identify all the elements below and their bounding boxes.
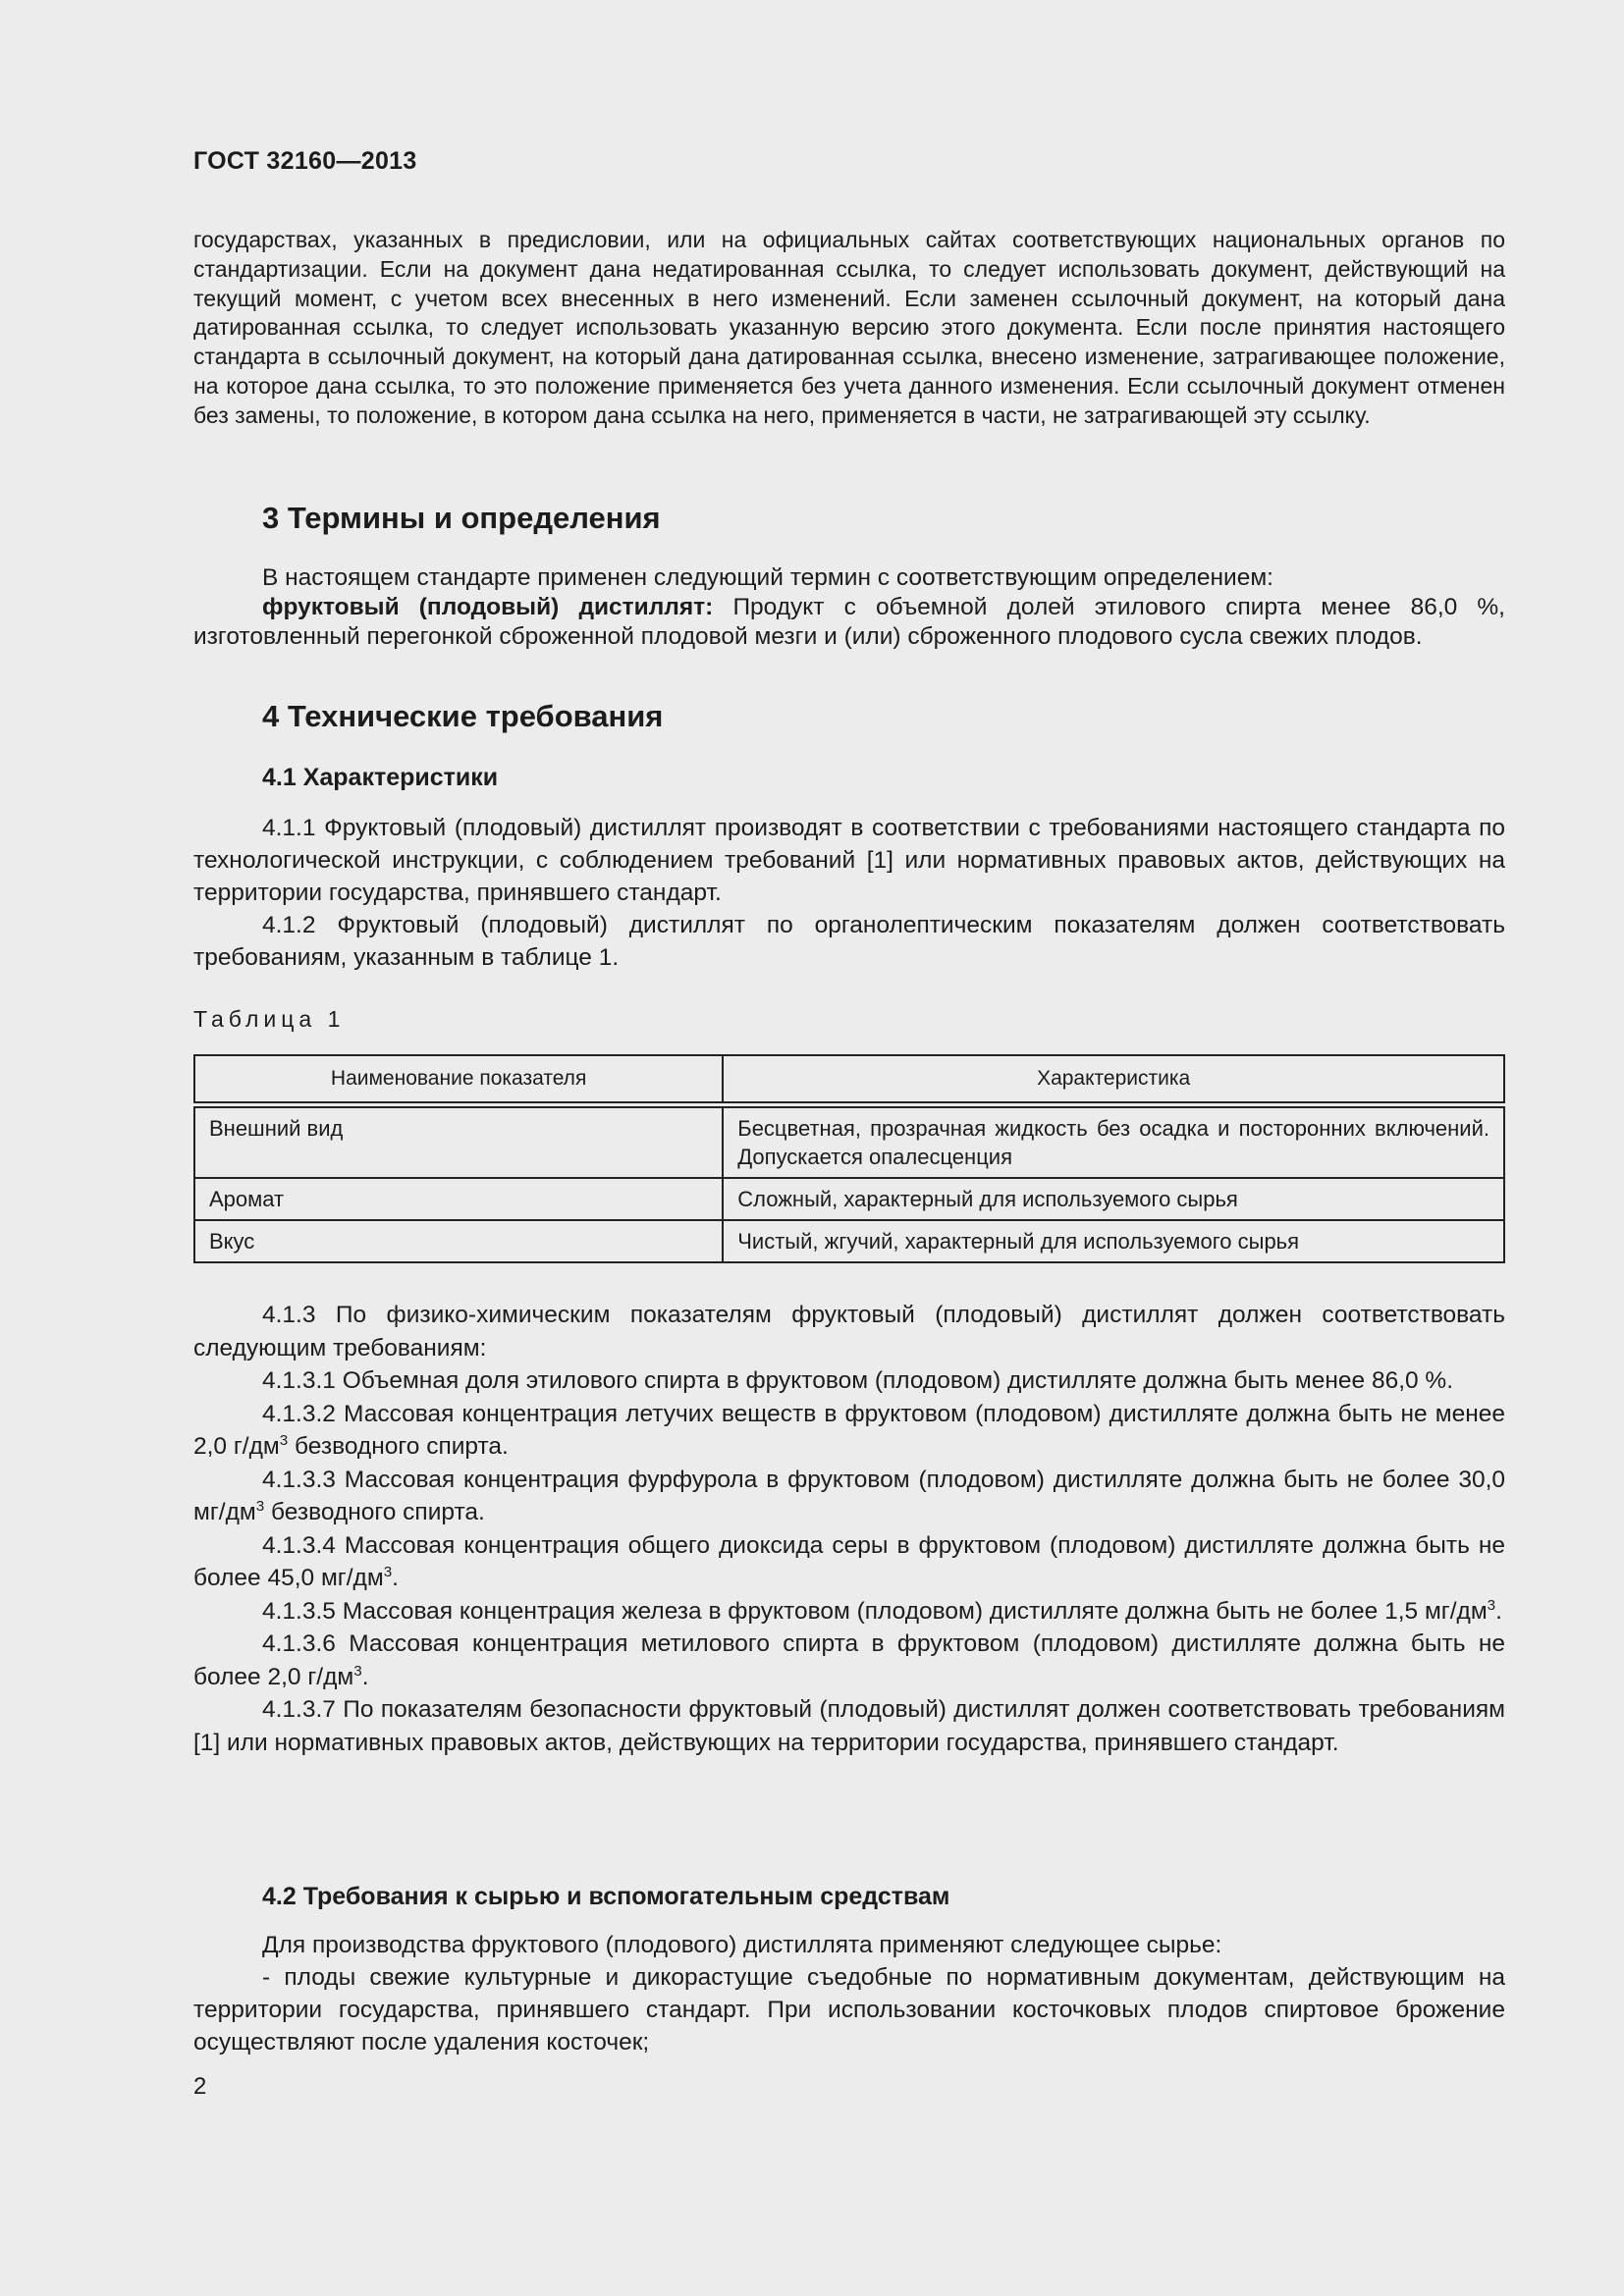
paragraphs-4-1-3 <box>193 1299 1505 1759</box>
paragraph-4-1-3: 4.1.3 По физико-химическим показателям фруктовый (плодовый) дистиллят должен соответствовать следующим требованиям: <box>193 1302 1505 1362</box>
subsection-4-1 <box>193 764 1505 792</box>
subsection-4-1-body <box>193 812 1505 974</box>
section-3-title: 3 Термины и определения <box>262 501 661 535</box>
term-text: Продукт с объемной долей этилового спирта менее 86,0 %, изготовленный перегонкой сброженной плодовой мезги и (или) сброженного плодового сусла свежих плодов. <box>193 594 1505 650</box>
text: 4.1.3.4 Массовая концентрация общего диоксида серы в фруктовом (плодовом) дистилляте должна быть не более 45,0 мг/дм <box>193 1531 1505 1591</box>
document-code: ГОСТ 32160—2013 <box>193 147 417 175</box>
table-cell: Сложный, характерный для используемого сырья <box>723 1178 1504 1220</box>
subsection-4-2-title: 4.2 Требования к сырью и вспомогательным средствам <box>262 1883 950 1910</box>
table-header-cell: Характеристика <box>723 1055 1504 1105</box>
paragraph-4-1-2: 4.1.2 Фруктовый (плодовый) дистиллят по органолептическим показателям должен соответствовать требованиям, указанным в таблице 1. <box>193 912 1505 971</box>
superscript: 3 <box>353 1662 362 1680</box>
superscript: 3 <box>1487 1596 1496 1614</box>
table-row <box>194 1220 1504 1262</box>
text: 4.1.3.5 Массовая концентрация железа в фруктовом (плодовом) дистилляте должна быть не более 1,5 мг/дм <box>262 1597 1488 1625</box>
text: безводного спирта. <box>288 1433 509 1460</box>
table-cell: Вкус <box>194 1220 723 1262</box>
table-cell: Аромат <box>194 1178 723 1220</box>
text: . <box>1495 1597 1502 1625</box>
intro-paragraph: государствах, указанных в предисловии, или на официальных сайтах соответствующих национальных органов по стандартизации. Если на документ дана недатированная ссылка, то следует использовать документ, действующий на текущий момент, с учетом всех внесенных в него изменений. Если заменен ссылочный документ, на который дана датированная ссылка, то следует использовать указанную версию этого документа. Если после принятия настоящего стандарта в ссылочный документ, на который дана датированная ссылка, внесено изменение, затрагивающее положение, на которое дана ссылка, то это положение применяется без учета данного изменения. Если ссылочный документ отменен без замены, то положение, в котором дана ссылка на него, применяется в части, не затрагивающей эту ссылку. <box>193 227 1505 428</box>
superscript: 3 <box>279 1431 289 1449</box>
paragraph-4-2-intro: Для производства фруктового (плодового) дистиллята применяют следующее сырье: <box>262 1932 1222 1958</box>
paragraph-4-1-3-2 <box>193 1398 1505 1464</box>
paragraph-4-1-3-1: 4.1.3.1 Объемная доля этилового спирта в фруктовом (плодовом) дистилляте должна быть менее 86,0 %. <box>262 1367 1454 1394</box>
superscript: 3 <box>255 1497 265 1515</box>
paragraph-4-1-3-5 <box>193 1595 1505 1629</box>
section-3 <box>193 501 1505 536</box>
section-3-intro: В настоящем стандарте применен следующий термин с соответствующим определением: <box>262 564 1273 591</box>
table-row <box>194 1105 1504 1179</box>
superscript: 3 <box>383 1563 393 1580</box>
table-cell: Внешний вид <box>194 1105 723 1179</box>
text: 4.1.3.3 Массовая концентрация фурфурола в фруктовом (плодовом) дистилляте должна быть не более 30,0 мг/дм <box>193 1466 1505 1525</box>
subsection-4-2 <box>193 1883 1505 1911</box>
paragraph-4-2-item-1: - плоды свежие культурные и дикорастущие съедобные по нормативным документам, действующим на территории государства, принявшего стандарт. При использовании косточковых плодов спиртовое брожение осуществляют после удаления косточек; <box>193 1964 1505 2056</box>
text: . <box>361 1663 369 1690</box>
table-cell: Бесцветная, прозрачная жидкость без осадка и посторонних включений. Допускается опалесценция <box>723 1105 1504 1179</box>
paragraph-4-1-3-4 <box>193 1529 1505 1595</box>
text: 4.1.3.6 Массовая концентрация метилового спирта в фруктовом (плодовом) дистилляте должна быть не более 2,0 г/дм <box>193 1630 1505 1690</box>
paragraph-4-1-3-3 <box>193 1464 1505 1529</box>
subsection-4-2-body <box>193 1929 1505 2058</box>
table-cell: Чистый, жгучий, характерный для используемого сырья <box>723 1220 1504 1262</box>
text: . <box>392 1565 399 1591</box>
paragraph-4-1-1: 4.1.1 Фруктовый (плодовый) дистиллят производят в соответствии с требованиями настоящего стандарта по технологической инструкции, с соблюдением требований [1] или нормативных правовых актов, действующих на территории государства, принявшего стандарт. <box>193 815 1505 906</box>
table-row <box>194 1178 1504 1220</box>
subsection-4-1-title: 4.1 Характеристики <box>262 764 499 791</box>
text: безводного спирта. <box>264 1499 485 1525</box>
table-caption: Таблица 1 <box>193 1006 346 1032</box>
section-4 <box>193 699 1505 734</box>
section-4-title: 4 Технические требования <box>262 699 664 733</box>
paragraph-4-1-3-7: 4.1.3.7 По показателям безопасности фруктовый (плодовый) дистиллят должен соответствовать требованиям [1] или нормативных правовых актов, действующих на территории государства, принявшего стандарт. <box>193 1696 1505 1756</box>
page-number: 2 <box>193 2073 207 2100</box>
section-3-body <box>193 563 1505 652</box>
table-header-cell: Наименование показателя <box>194 1055 723 1105</box>
term-definition <box>193 593 1505 652</box>
table-header-row <box>194 1055 1504 1105</box>
organoleptic-table <box>193 1054 1505 1263</box>
text: 4.1.3.2 Массовая концентрация летучих веществ в фруктовом (плодовом) дистилляте должна быть не менее 2,0 г/дм <box>193 1400 1505 1460</box>
term-name: фруктовый (плодовый) дистиллят: <box>262 594 714 620</box>
paragraph-4-1-3-6 <box>193 1628 1505 1693</box>
